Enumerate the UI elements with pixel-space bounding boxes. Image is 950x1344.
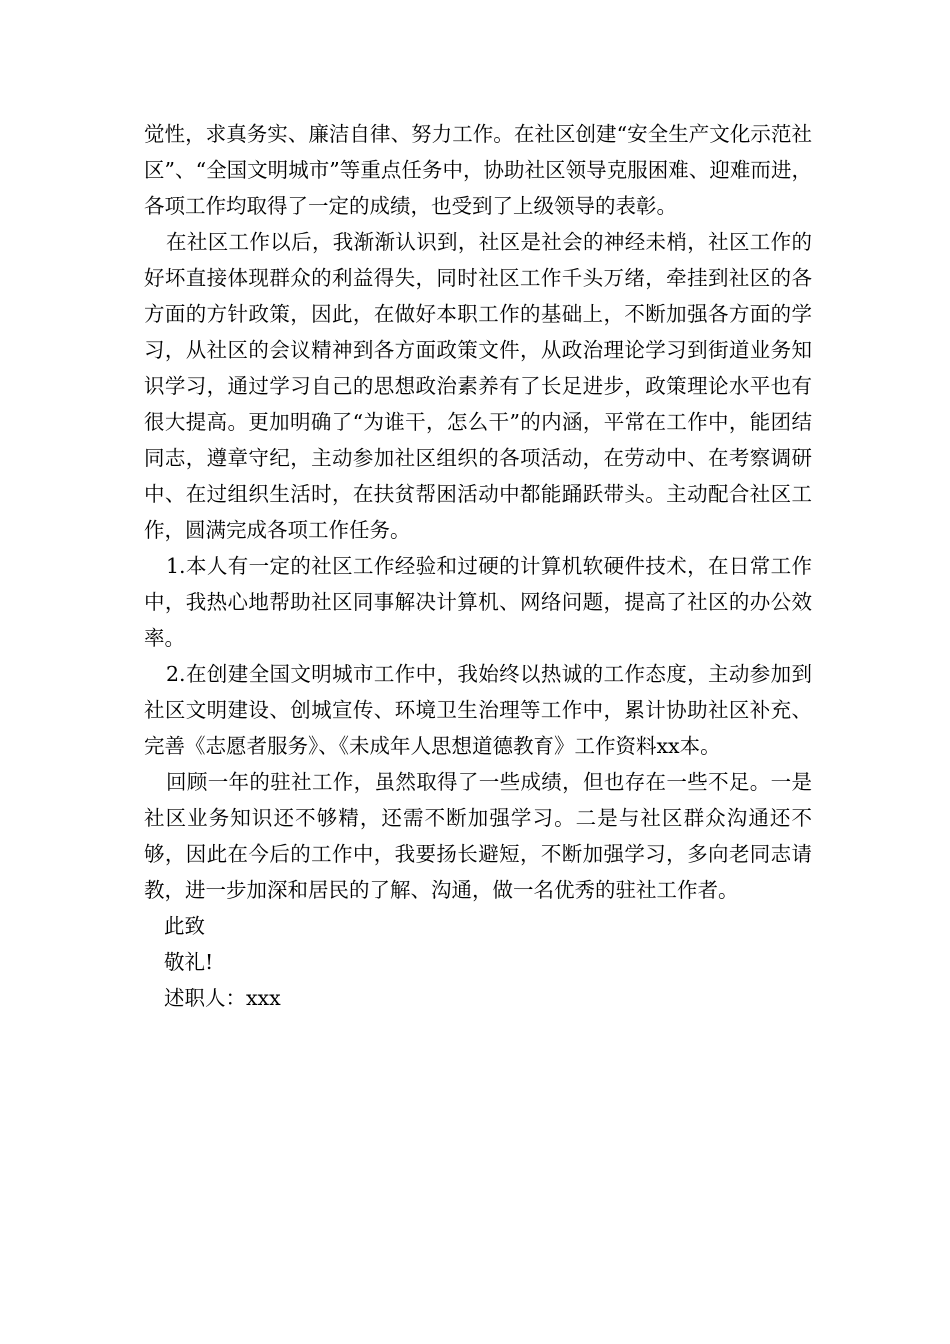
signature-line: 述职人：xxx bbox=[164, 986, 281, 1010]
paragraph-item-2: 2.在创建全国文明城市工作中，我始终以热诚的工作态度，主动参加到社区文明建设、创城宣传、环境卫生治理等工作中，累计协助社区补充、完善《志愿者服务》、《未成年人思想道德教育》工作资料xx本。 bbox=[144, 662, 812, 758]
closing-salutation: 此致 bbox=[164, 914, 205, 938]
paragraph-community-work: 在社区工作以后，我渐渐认识到，社区是社会的神经未梢，社区工作的好坏直接体现群众的利益得失，同时社区工作千头万绪，牵挂到社区的各方面的方针政策，因此，在做好本职工作的基础上，不断加强各方面的学习，从社区的会议精神到各方面政策文件，从政治理论学习到街道业务知识学习，通过学习自己的思想政治素养有了长足进步，政策理论水平也有很大提高。更加明确了“为谁干，怎么干”的内涵，平常在工作中，能团结同志，遵章守纪，主动参加社区组织的各项活动，在劳动中、在考察调研中、在过组织生活时，在扶贫帮困活动中都能踊跃带头。主动配合社区工作，圆满完成各项工作任务。 bbox=[144, 230, 812, 542]
closing-regards: 敬礼! bbox=[164, 950, 214, 974]
document-body bbox=[144, 116, 812, 1016]
paragraph-review: 回顾一年的驻社工作，虽然取得了一些成绩，但也存在一些不足。一是社区业务知识还不够精，还需不断加强学习。二是与社区群众沟通还不够，因此在今后的工作中，我要扬长避短，不断加强学习，多向老同志请教，进一步加深和居民的了解、沟通，做一名优秀的驻社工作者。 bbox=[144, 770, 812, 902]
paragraph-continuation: 觉性，求真务实、廉洁自律、努力工作。在社区创建“安全生产文化示范社区”、“全国文明城市”等重点任务中，协助社区领导克服困难、迎难而进，各项工作均取得了一定的成绩，也受到了上级领导的表彰。 bbox=[144, 122, 812, 218]
paragraph-item-1: 1.本人有一定的社区工作经验和过硬的计算机软硬件技术，在日常工作中，我热心地帮助社区同事解决计算机、网络问题，提高了社区的办公效率。 bbox=[144, 554, 812, 650]
